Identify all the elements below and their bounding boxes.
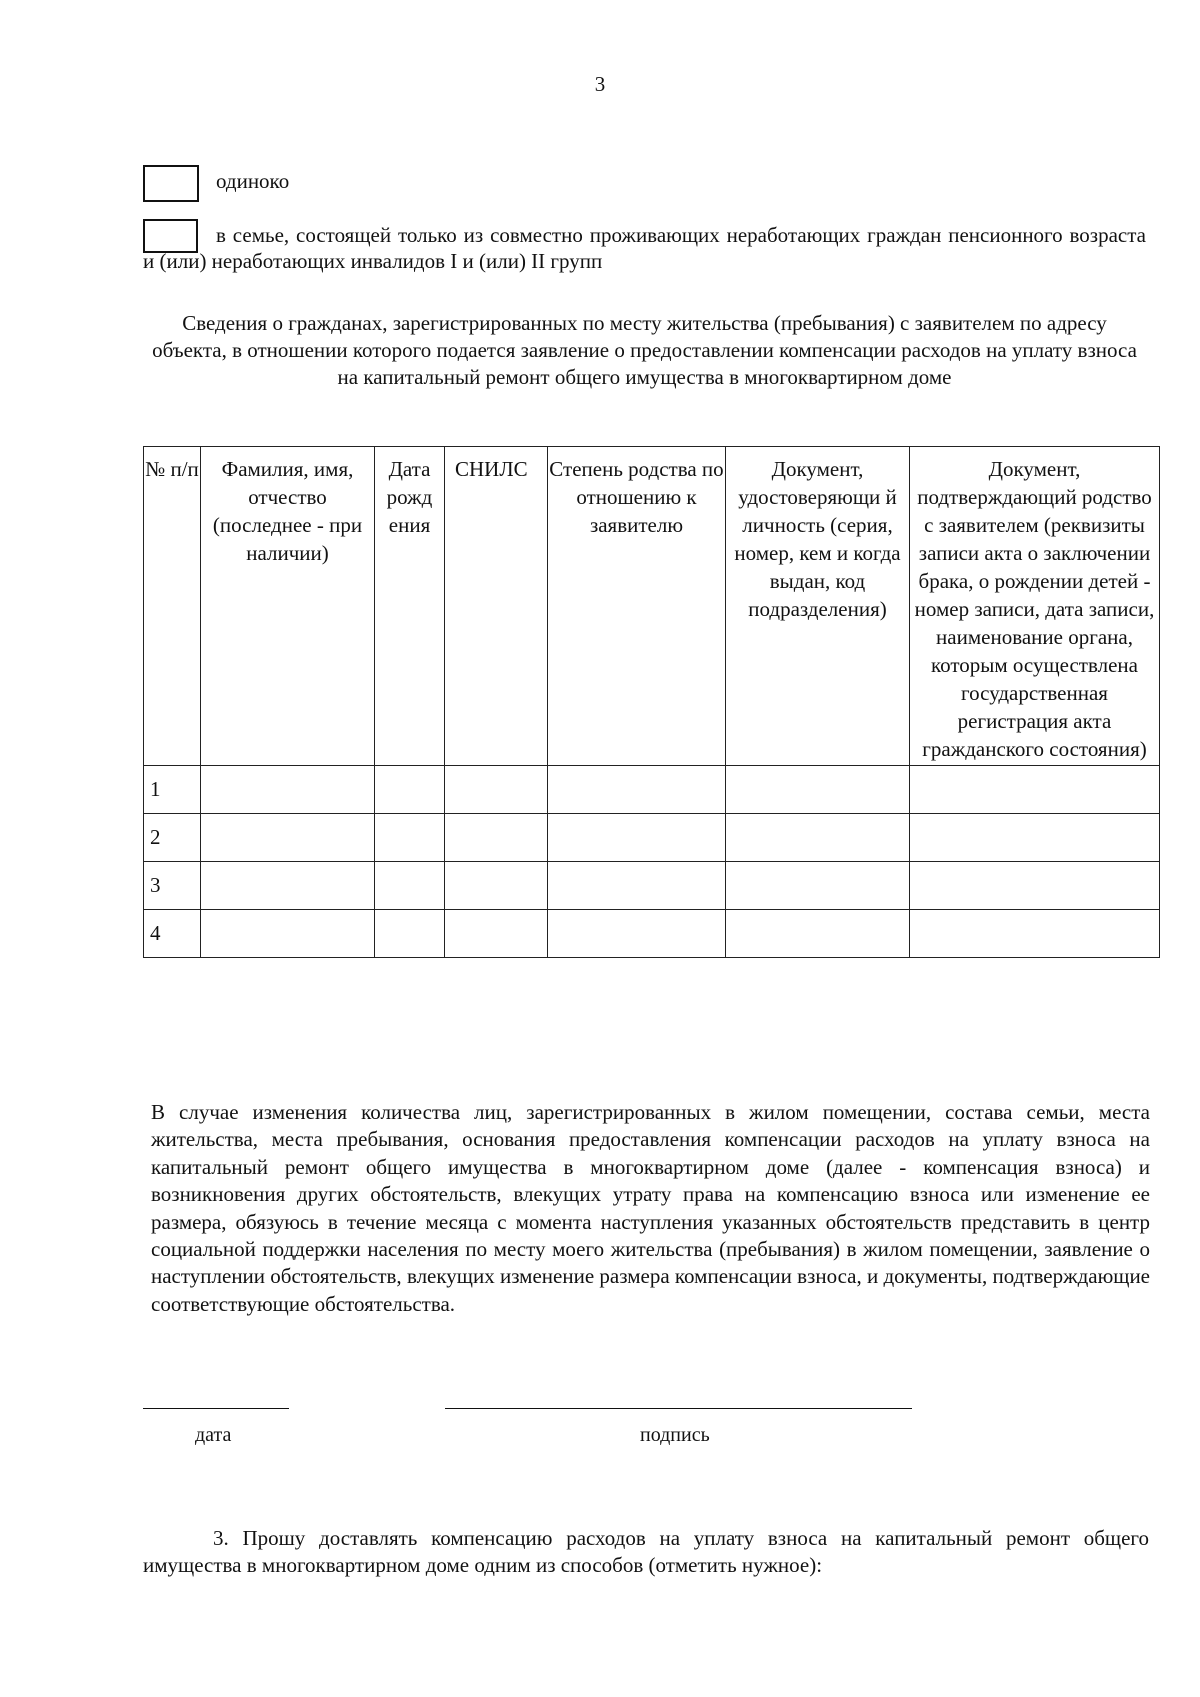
cell-snils[interactable] (445, 910, 548, 958)
cell-id-document[interactable] (726, 814, 910, 862)
cell-id-document[interactable] (726, 766, 910, 814)
cell-snils[interactable] (445, 766, 548, 814)
table-heading: Сведения о гражданах, зарегистрированных по месту жительства (пребывания) с заявителем по адресу объекта, в отношении которого подается заявление о предоставлении компенсации расходов на уплату взноса на капитальный ремонт общего имущества в многоквартирном доме (152, 311, 1137, 389)
table-row (144, 766, 1160, 814)
cell-birth-date[interactable] (375, 766, 445, 814)
cell-full-name[interactable] (201, 814, 375, 862)
col-header-id-document: Документ, удостоверяющи й личность (серия, номер, кем и когда выдан, код подразделения) (726, 447, 910, 766)
cell-snils[interactable] (445, 862, 548, 910)
cell-relation[interactable] (548, 862, 726, 910)
change-notice-paragraph: В случае изменения количества лиц, зарегистрированных в жилом помещении, состава семьи, места жительства, места пребывания, основания предоставления компенсации расходов на уплату взноса на капитальный ремонт общего имущества в многоквартирном доме (далее - компенсация взноса) и возникновения других обстоятельств, влекущих утрату права на компенсацию взноса или изменение ее размера, обязуюсь в течение месяца с момента наступления указанных обстоятельств представить в центр социальной поддержки населения по месту моего жительства (пребывания) в жилом помещении, заявление о наступлении обстоятельств, влекущих изменение размера компенсации взноса, и документы, подтверждающие соответствующие обстоятельства. (151, 1100, 1150, 1316)
cell-birth-date[interactable] (375, 814, 445, 862)
table-row (144, 814, 1160, 862)
row-number: 1 (144, 766, 201, 814)
cell-snils[interactable] (445, 814, 548, 862)
signature-label: подпись (640, 1424, 710, 1446)
cell-birth-date[interactable] (375, 862, 445, 910)
table-row (144, 910, 1160, 958)
col-header-kinship-document: Документ, подтверждающий родство с заявителем (реквизиты записи акта о заключении брака, о рождении детей - номер записи, дата записи, наименование органа, которым осуществлена государственная регистрация акта гражданского состояния) (910, 447, 1160, 766)
date-label: дата (195, 1424, 232, 1446)
family-label: в семье, состоящей только из совместно проживающих неработающих граждан пенсионного возраста и (или) неработающих инвалидов I и (или) II групп (143, 223, 1146, 273)
cell-full-name[interactable] (201, 910, 375, 958)
row-number: 2 (144, 814, 201, 862)
cell-full-name[interactable] (201, 862, 375, 910)
col-header-full-name: Фамилия, имя, отчество (последнее - при наличии) (201, 447, 375, 766)
cell-kinship-document[interactable] (910, 814, 1160, 862)
alone-label: одиноко (216, 169, 290, 193)
cell-relation[interactable] (548, 766, 726, 814)
page-number: 3 (594, 72, 606, 96)
signature-field-line[interactable] (445, 1408, 912, 1409)
col-header-birth-date: Дата рожд ения (375, 447, 445, 766)
cell-kinship-document[interactable] (910, 766, 1160, 814)
col-header-relation: Степень родства по отношению к заявителю (548, 447, 726, 766)
col-header-snils: СНИЛС (445, 447, 548, 766)
row-number: 4 (144, 910, 201, 958)
cell-kinship-document[interactable] (910, 910, 1160, 958)
col-header-number: № п/п (144, 447, 201, 766)
cell-kinship-document[interactable] (910, 862, 1160, 910)
row-number: 3 (144, 862, 201, 910)
cell-id-document[interactable] (726, 910, 910, 958)
table-row (144, 862, 1160, 910)
citizens-table (143, 446, 1160, 958)
delivery-method-paragraph: 3. Прошу доставлять компенсацию расходов на уплату взноса на капитальный ремонт общего имущества в многоквартирном доме одним из способов (отметить нужное): (143, 1526, 1149, 1577)
cell-id-document[interactable] (726, 862, 910, 910)
cell-full-name[interactable] (201, 766, 375, 814)
cell-relation[interactable] (548, 814, 726, 862)
table-header-row (144, 447, 1160, 766)
alone-checkbox[interactable] (143, 165, 199, 202)
cell-relation[interactable] (548, 910, 726, 958)
date-field-line[interactable] (143, 1408, 289, 1409)
cell-birth-date[interactable] (375, 910, 445, 958)
